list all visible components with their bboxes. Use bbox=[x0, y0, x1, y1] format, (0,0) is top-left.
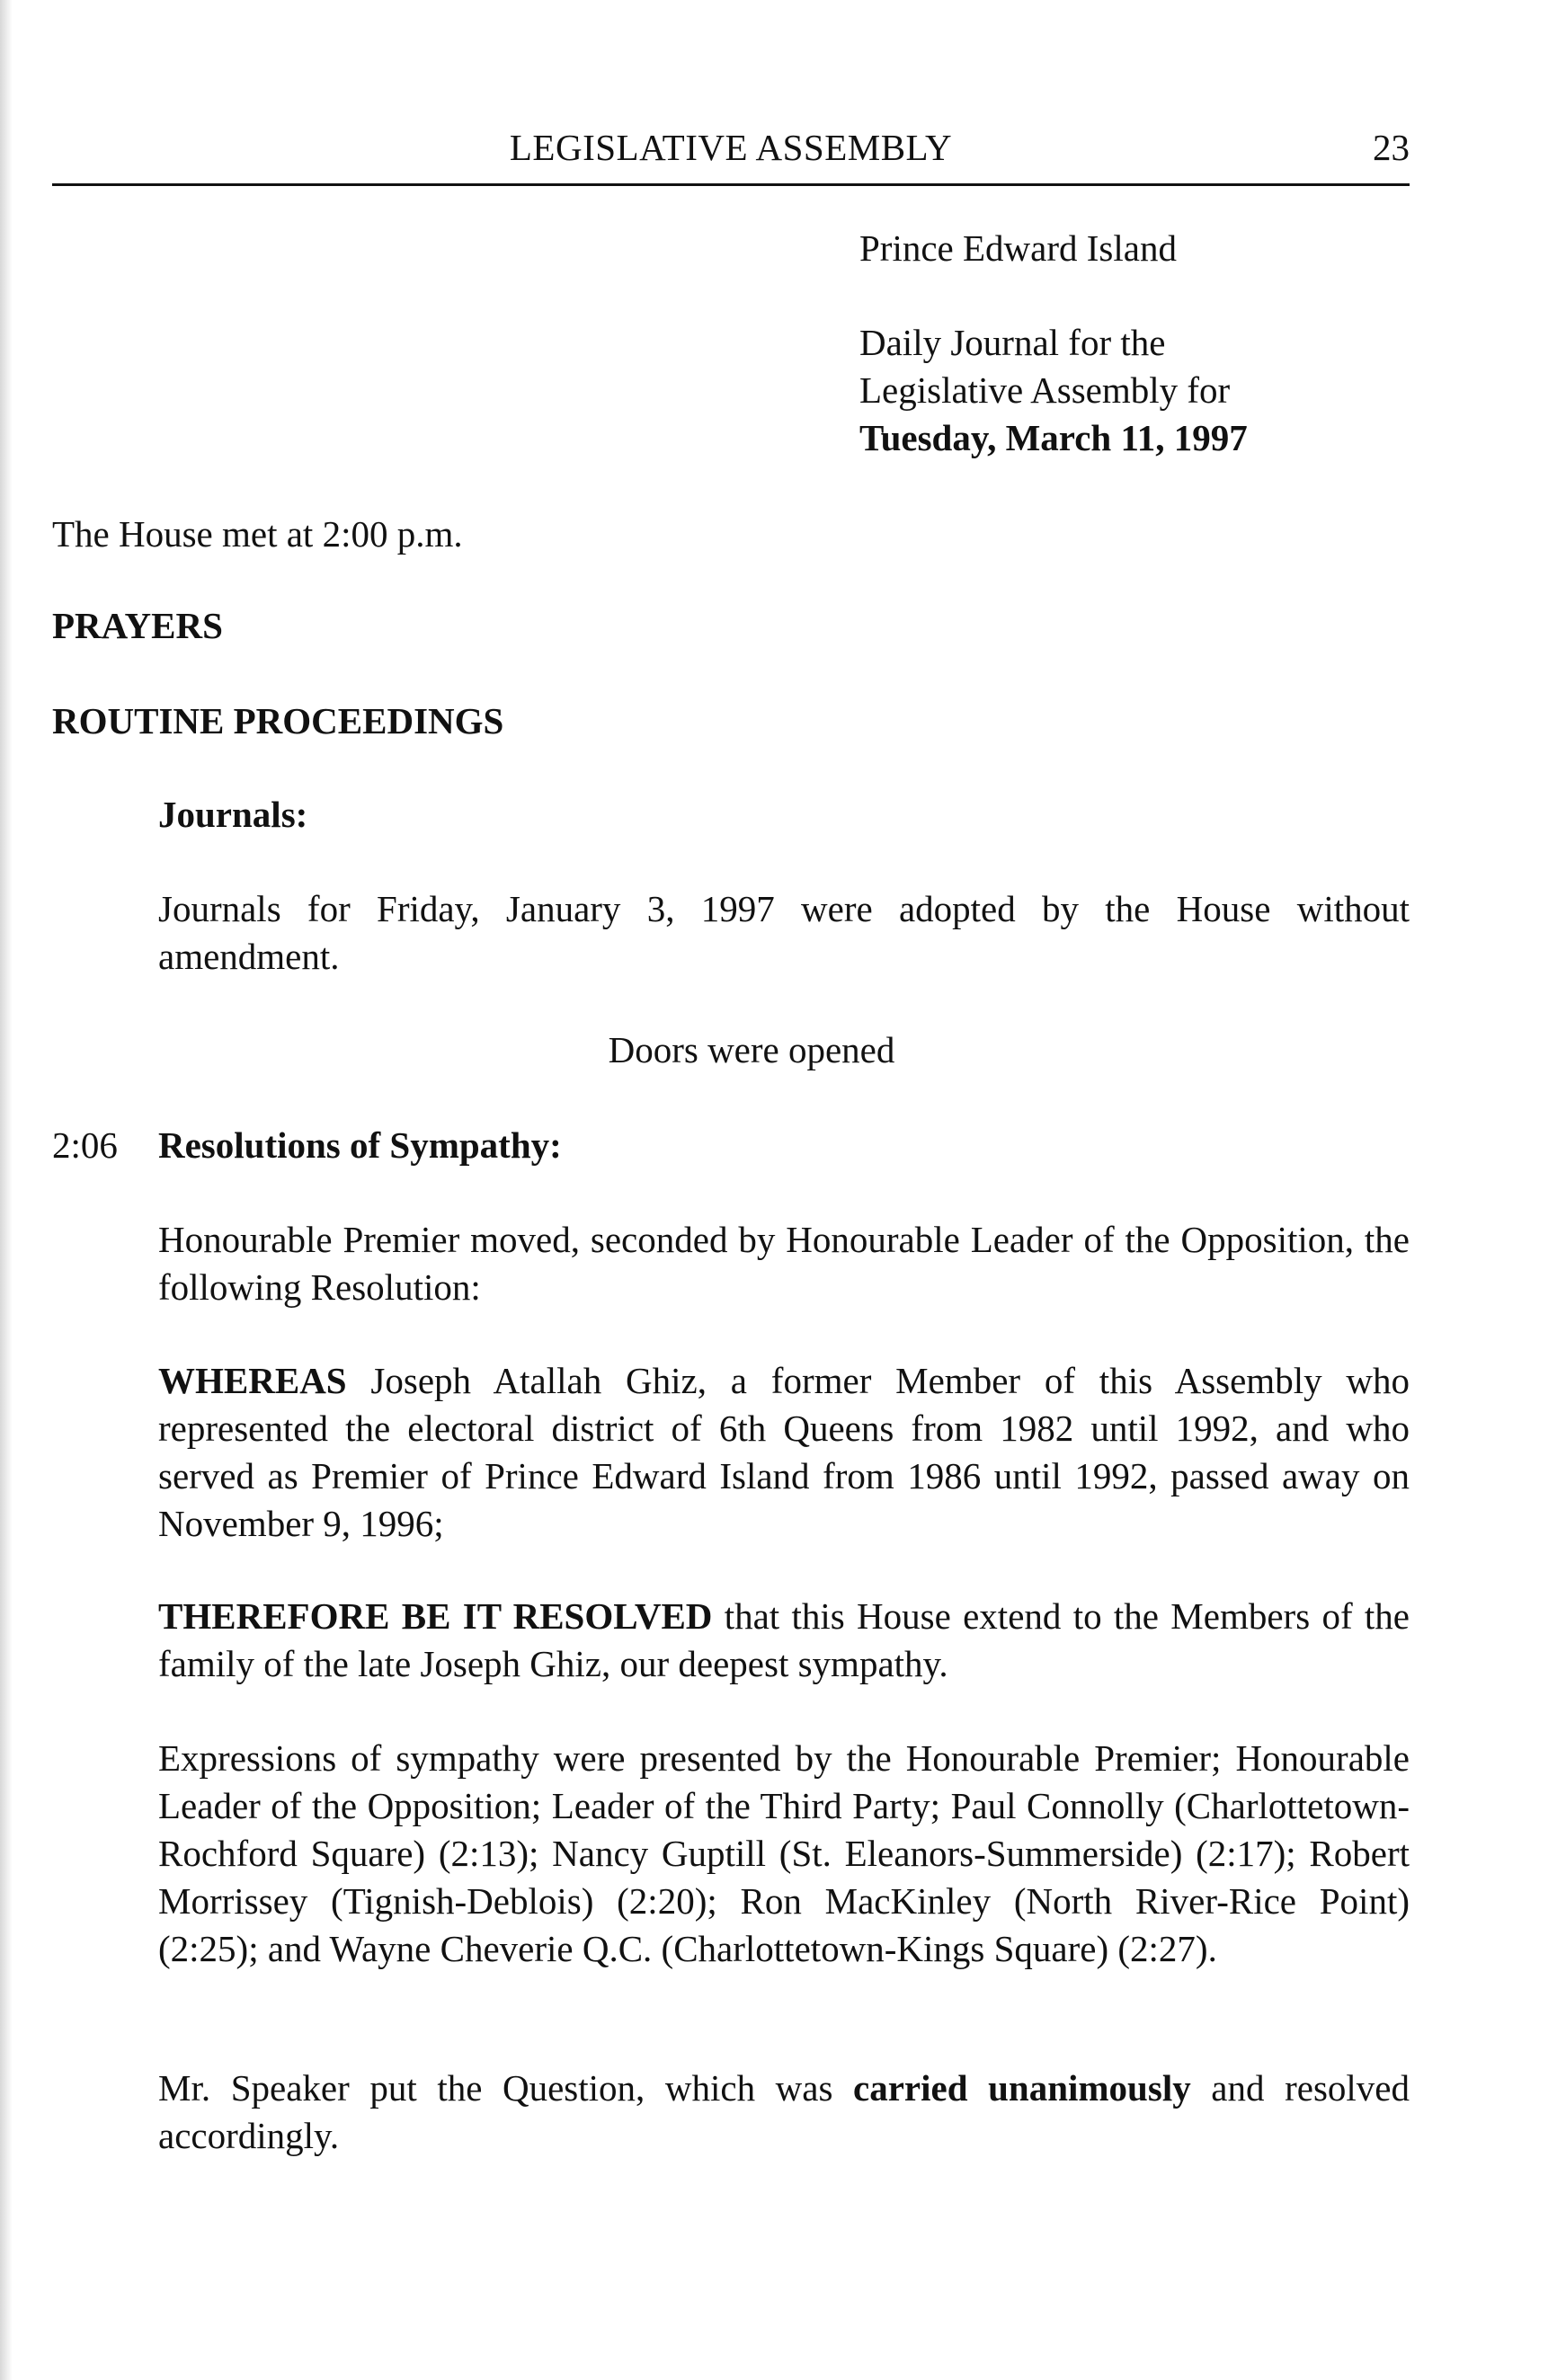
resolution-time: 2:06 bbox=[52, 1124, 118, 1166]
whereas-label: WHEREAS bbox=[158, 1360, 347, 1401]
journals-text: Journals for Friday, January 3, 1997 were adopted by the House without amendment. bbox=[158, 888, 1410, 977]
doors-opened-line: Doors were opened bbox=[608, 1029, 895, 1070]
header-title: LEGISLATIVE ASSEMBLY bbox=[509, 127, 953, 168]
province-name: Prince Edward Island bbox=[859, 227, 1177, 269]
whereas-text: Joseph Atallah Ghiz, a former Member of this Assembly who represented the electoral district of 6th Queens from 1982 until 1992, and who served as Premier of Prince Edward Island from 1986 until 1992, passed away on November 9, 1996; bbox=[158, 1360, 1410, 1544]
whereas-paragraph bbox=[158, 1357, 1410, 1548]
running-header bbox=[52, 126, 1410, 180]
therefore-text: that this House extend to the Members of the family of the late Joseph Ghiz, our deepest sympathy. bbox=[158, 1595, 1410, 1684]
scan-edge-shadow bbox=[0, 0, 13, 2380]
house-met-line: The House met at 2:00 p.m. bbox=[52, 513, 463, 555]
journals-heading: Journals: bbox=[158, 794, 308, 835]
header-rule bbox=[52, 183, 1410, 186]
therefore-label: THEREFORE BE IT RESOLVED bbox=[158, 1595, 713, 1637]
journal-title-line1: Daily Journal for the bbox=[859, 322, 1166, 363]
prayers-heading: PRAYERS bbox=[52, 605, 223, 646]
question-bold: carried unanimously bbox=[853, 2067, 1191, 2109]
journal-title-line2: Legislative Assembly for bbox=[859, 369, 1231, 411]
resolutions-heading: Resolutions of Sympathy: bbox=[158, 1124, 562, 1166]
page-number: 23 bbox=[1373, 127, 1410, 168]
question-text-before: Mr. Speaker put the Question, which was bbox=[158, 2067, 854, 2109]
question-paragraph bbox=[158, 2065, 1410, 2160]
journal-date: Tuesday, March 11, 1997 bbox=[859, 417, 1248, 458]
routine-proceedings-heading: ROUTINE PROCEEDINGS bbox=[52, 700, 504, 742]
expressions-paragraph: Expressions of sympathy were presented by the Honourable Premier; Honourable Leader of the Opposition; Leader of the Third Party; Paul Connolly (Charlottetown-Rochford Square) (2:13); Nancy Guptill (St. Eleanors-Summerside) (2:17); Robert Morrissey (Tignish-Deblois) (2:20); Ron MacKinley (North River-Rice Point) (2:25); and Wayne Cheverie Q.C. (Charlottetown-Kings Square) (2:27). bbox=[158, 1737, 1410, 1969]
therefore-paragraph bbox=[158, 1593, 1410, 1688]
moved-paragraph: Honourable Premier moved, seconded by Honourable Leader of the Opposition, the following Resolution: bbox=[158, 1219, 1410, 1308]
question-text-after: and resolved accordingly. bbox=[158, 2067, 1410, 2156]
